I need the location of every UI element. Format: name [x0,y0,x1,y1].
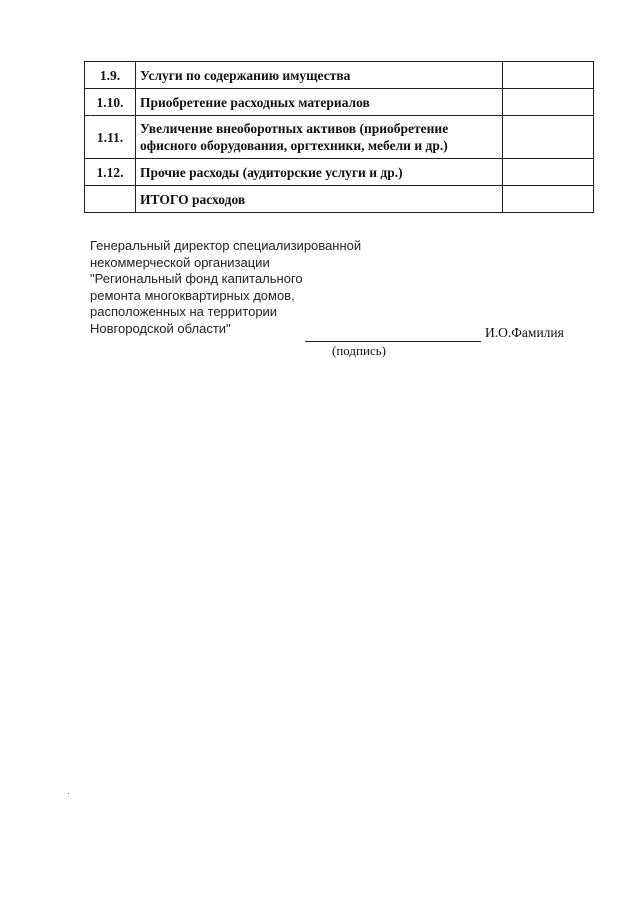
row-description: Прочие расходы (аудиторские услуги и др.) [136,159,503,186]
signer-title [90,238,361,337]
row-number: 1.12. [85,159,136,186]
row-description: Услуги по содержанию имущества [136,62,503,89]
row-description-line: офисного оборудования, оргтехники, мебели и др.) [140,138,448,153]
signature-caption: (подпись) [332,343,386,358]
row-number: 1.10. [85,89,136,116]
signer-title-line: Новгородской области" [90,320,231,336]
scan-speck [68,793,69,794]
row-description [136,116,503,159]
row-value [503,159,594,186]
signer-title-line: Генеральный директор специализированной [90,238,362,253]
total-row [85,186,594,213]
row-description-line: Увеличение внеоборотных активов (приобретение [140,121,449,136]
row-number: 1.9. [85,62,136,89]
row-value [503,116,594,159]
row-description: Приобретение расходных материалов [136,89,503,116]
total-label: ИТОГО расходов [136,186,503,213]
signer-title-line: некоммерческой организации [90,254,270,270]
total-value [503,186,594,213]
table-row [85,62,594,89]
table-row [85,159,594,186]
scan-speck [90,115,91,116]
signer-title-line: расположенных на территории [90,304,278,319]
table-row [85,89,594,116]
row-number: 1.11. [85,116,136,159]
row-number [85,186,136,213]
table-row [85,116,594,159]
row-value [503,62,594,89]
signer-title-line: ремонта многоквартирных домов, [90,287,295,303]
row-value [503,89,594,116]
signature-line [305,341,481,342]
signer-name: И.О.Фамилия [485,325,564,340]
expenses-table [84,61,594,213]
signer-title-line: "Региональный фонд капитального [90,271,303,286]
